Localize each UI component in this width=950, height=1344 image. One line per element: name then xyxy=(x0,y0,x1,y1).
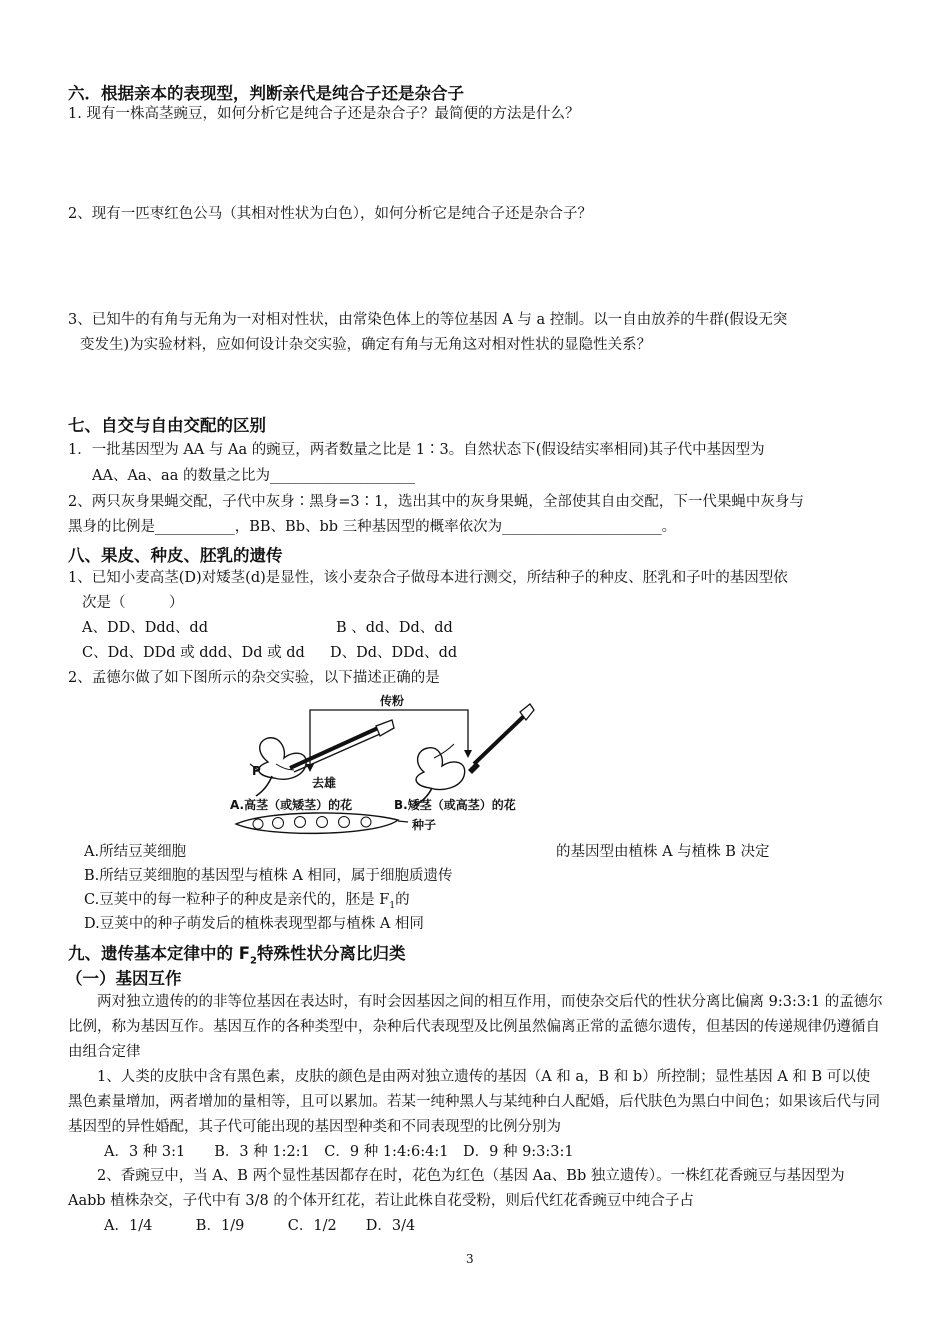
s8-q2-option-c: C.豆荚中的每一粒种子的种皮是亲代的，胚是 $F_1$的 xyxy=(84,892,410,911)
pollination-figure xyxy=(228,692,548,842)
s6-question-3-line2: 变发生)为实验材料，应如何设计杂交实验，确定有角与无角这对相对性状的显隐性关系？ xyxy=(80,337,652,353)
s8-q2-option-b: B.所结豆荚细胞的基因型与植株 A 相同，属于细胞质遗传 xyxy=(84,868,453,884)
page-number: 3 xyxy=(466,1252,474,1266)
s9-question-2: 2、香豌豆中，当 A、B 两个显性基因都存在时，花色为红色（基因 Aa、Bb 独立遗传）。一株红花香豌豆与基因型为 Aabb 植株杂交，子代中有 3/8 的个体开红花，若让此株自花受粉，则后代红花香豌豆中纯合子占 xyxy=(68,1168,845,1209)
s8-q2-option-a-right: 的基因型由植株 A 与植株 B 决定 xyxy=(556,844,770,860)
s8-question-1-line2: 次是（ ） xyxy=(82,595,184,611)
s7-question-1-line1: 1．一批基因型为 AA 与 Aa 的豌豆，两者数量之比是 1∶3。自然状态下(假设结实率相同)其子代中基因型为 xyxy=(68,442,765,458)
s8-q2-option-d: D.豆荚中的种子萌发后的植株表现型都与植株 A 相同 xyxy=(84,916,424,932)
s9-q2-options: A．1/4 B．1/9 C．1/2 D．3/4 xyxy=(104,1218,416,1234)
s7-question-2-line1: 2、两只灰身果蝇交配，子代中灰身∶黑身=3∶1，选出其中的灰身果蝇，全部使其自由交配，下一代果蝇中灰身与 xyxy=(68,494,804,510)
s7-question-2-line2: 黑身的比例是___________，BB、Bb、bb 三种基因型的概率依次为______________________。 xyxy=(68,519,677,535)
pollination-illustration xyxy=(228,692,548,842)
figure-label-emasculation: 去雄 xyxy=(312,776,337,790)
s8-question-2: 2、孟德尔做了如下图所示的杂交实验，以下描述正确的是 xyxy=(68,670,440,686)
s6-question-2: 2、现有一匹枣红色公马（其相对性状为白色），如何分析它是纯合子还是杂合子？ xyxy=(68,206,592,222)
figure-label-flower-a: A.高茎（或矮茎）的花 xyxy=(230,798,353,812)
figure-label-flower-b: B.矮茎（或高茎）的花 xyxy=(394,798,516,812)
s9-question-1: 1、人类的皮肤中含有黑色素，皮肤的颜色是由两对独立遗传的基因（A 和 a，B 和 b）所控制；显性基因 A 和 B 可以使黑色素量增加，两者增加的量相等，且可以累加。若某一纯种黑人与某纯种白人配婚，后代肤色为黑白中间色；如果该后代与同基因型的异性婚配，其子代可能出现的基因型种类和不同表现型的比例分别为 xyxy=(68,1069,880,1135)
s8-q1-option-c: C、Dd、DDd 或 ddd、Dd 或 dd xyxy=(82,645,305,661)
section-9-subtitle: （一）基因互作 xyxy=(66,969,182,988)
s8-q2-option-a-left: A.所结豆荚细胞 xyxy=(84,844,187,860)
figure-label-pollination: 传粉 xyxy=(380,694,405,708)
s9-intro-paragraph: 两对独立遗传的的非等位基因在表达时，有时会因基因之间的相互作用，而使杂交后代的性状分离比偏离 9:3:3:1 的孟德尔比例，称为基因互作。基因互作的各种类型中，杂种后代表现型及比例虽然偏离正常的孟德尔遗传，但基因的传递规律仍遵循自由组合定律 xyxy=(68,994,883,1060)
section-8-title: 八、果皮、种皮、胚乳的遗传 xyxy=(68,546,283,565)
s6-question-3-line1: 3、已知牛的有角与无角为一对相对性状，由常染色体上的等位基因 A 与 a 控制。以一自由放养的牛群(假设无突 xyxy=(68,312,788,328)
s8-q1-option-d: D、Dd、DDd、dd xyxy=(330,645,458,661)
s8-q1-option-b: B 、dd、Dd、dd xyxy=(336,620,453,636)
section-6-title: 六．根据亲本的表现型，判断亲代是纯合子还是杂合子 xyxy=(68,84,464,103)
section-9-title: 九、遗传基本定律中的 $F_2$特殊性状分离比归类 xyxy=(68,944,406,967)
s8-q1-option-a: A、DD、Ddd、dd xyxy=(82,620,208,636)
figure-label-seed: 种子 xyxy=(412,818,437,832)
section-7-title: 七、自交与自由交配的区别 xyxy=(68,416,266,435)
s6-question-1: 1. 现有一株高茎豌豆，如何分析它是纯合子还是杂合子？最简便的方法是什么？ xyxy=(68,106,580,122)
s7-question-1-line2: AA、Aa、aa 的数量之比为____________________ xyxy=(92,468,415,484)
s9-q1-options: A．3 种 3:1 B．3 种 1:2:1 C．9 种 1:4:6:4:1 D．9 种 9:3:3:1 xyxy=(104,1144,574,1160)
s8-question-1-line1: 1、已知小麦高茎(D)对矮茎(d)是显性，该小麦杂合子做母本进行测交，所结种子的种皮、胚乳和子叶的基因型依 xyxy=(68,570,788,586)
figure-label-p: P xyxy=(252,764,261,778)
